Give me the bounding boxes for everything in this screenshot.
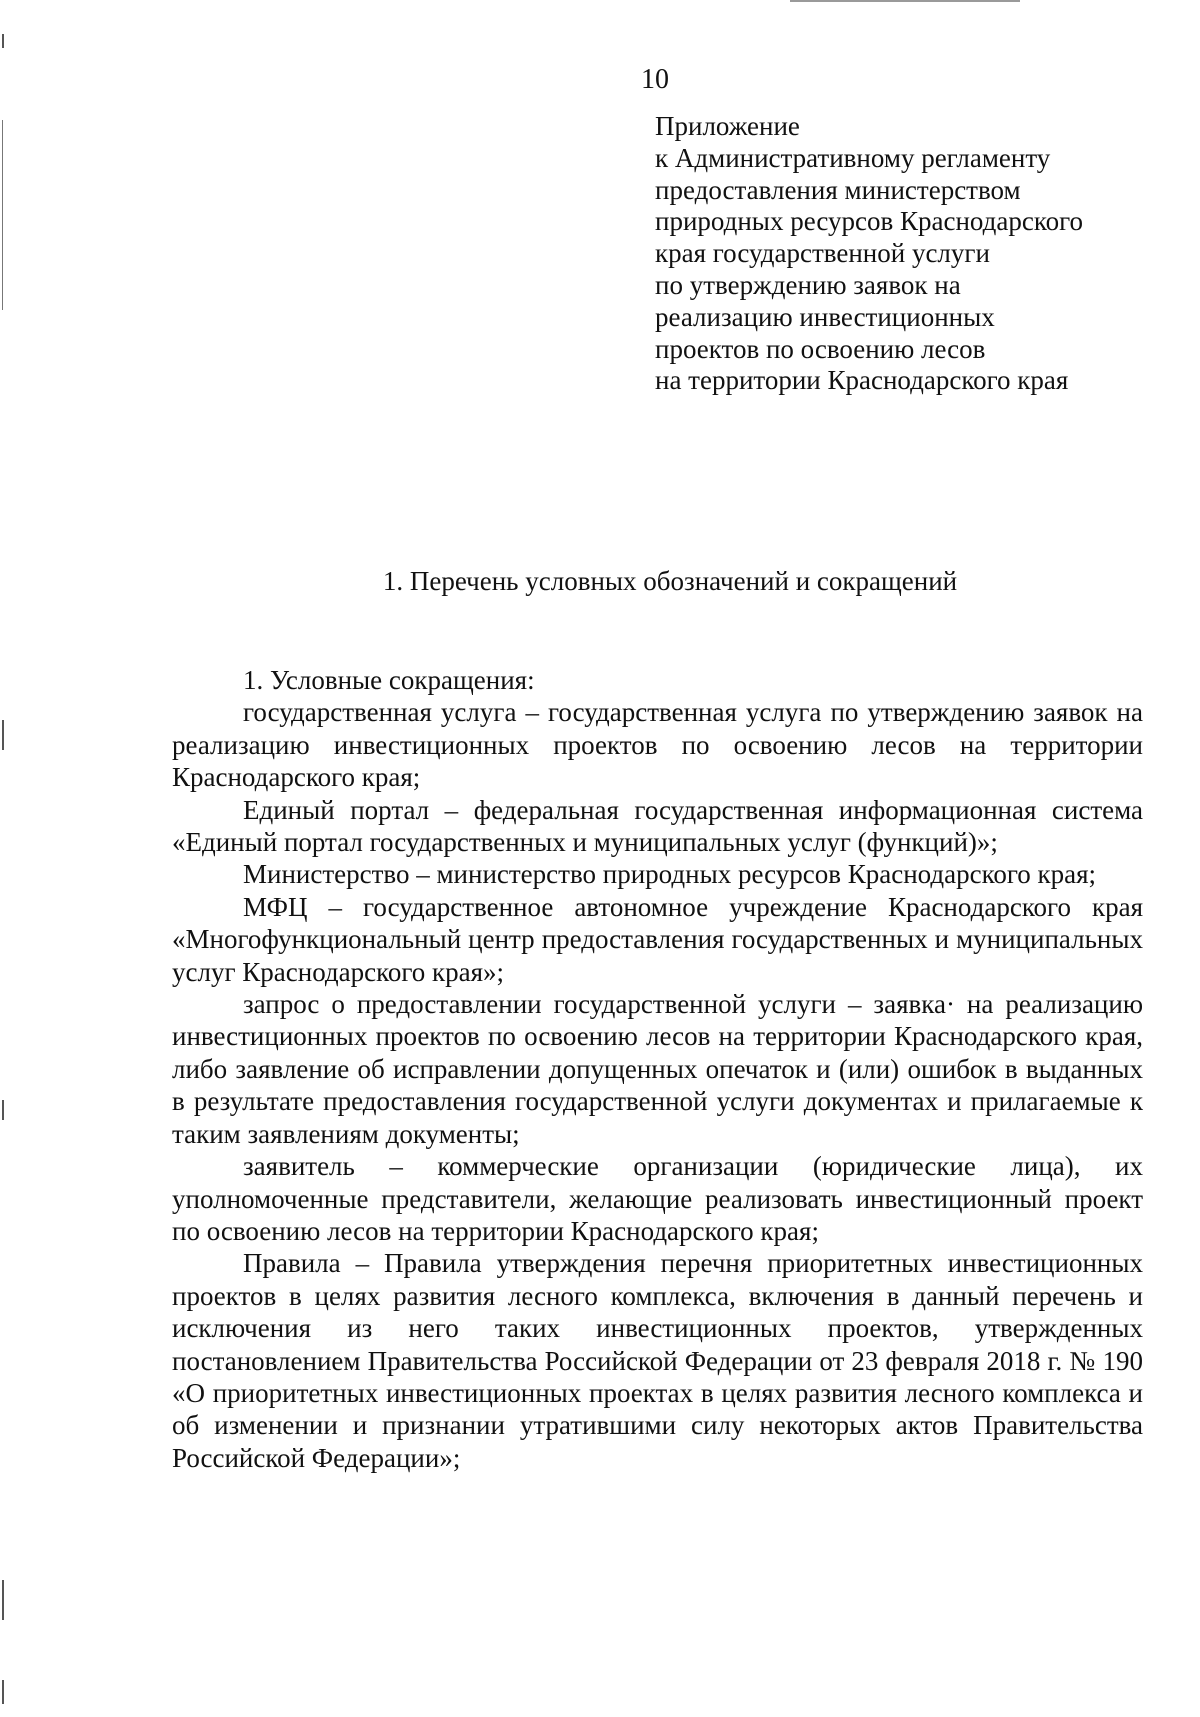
definition-paragraph: Правила – Правила утверждения перечня приоритетных инвестиционных проектов в целях развития лесного комплекса, включения в данный перечень и исключения из него таких инвестиционных проектов, утвержденных постановлением Правительства Российской Федерации от 23 февраля 2018 г. № 190 «О приоритетных инвестиционных проектах в целях развития лесного комплекса и об изменении и признании утратившими силу некоторых актов Правительства Российской Федерации»; <box>172 1248 1143 1473</box>
scan-artifact-edge-mark <box>2 34 4 48</box>
scan-artifact-edge-mark <box>2 1680 4 1704</box>
definition-paragraph: заявитель – коммерческие организации (юридические лица), их уполномоченные представители, желающие реализовать инвестиционный проект по освоению лесов на территории Краснодарского края; <box>172 1151 1143 1246</box>
annex-line: к Административному регламенту <box>655 142 1051 173</box>
annex-line: на территории Краснодарского края <box>655 365 1069 396</box>
scan-artifact-edge-mark <box>2 720 4 750</box>
annex-line: Приложение <box>655 111 800 141</box>
definition-paragraph: Единый портал – федеральная государственная информационная система «Единый портал государственных и муниципальных услуг (функций)»; <box>172 794 1143 858</box>
scan-artifact-edge-mark <box>2 1100 4 1120</box>
definition-paragraph: МФЦ – государственное автономное учреждение Краснодарского края «Многофункциональный центр предоставления государственных и муниципальных услуг Краснодарского края»; <box>172 891 1143 987</box>
annex-line: природных ресурсов Краснодарского <box>655 206 1083 237</box>
scan-artifact-edge-mark <box>2 1580 4 1620</box>
annex-line: реализацию инвестиционных <box>655 301 995 332</box>
page-number: 10 <box>641 64 669 95</box>
definition-paragraph: государственная услуга – государственная услуга по утверждению заявок на реализацию инвестиционных проектов по освоению лесов на территории Краснодарского края; <box>172 697 1143 793</box>
definition-paragraph: запрос о предоставлении государственной услуги – заявка· на реализацию инвестиционных проектов по освоению лесов на территории Краснодарского края, либо заявление об исправлении допущенных опечаток и (или) ошибок в выданных в результате предоставления государственной услуги документах и прилагаемые к таким заявлениям документы; <box>172 989 1143 1149</box>
section-heading-wrap <box>0 565 1200 597</box>
document-body <box>172 664 1143 1474</box>
annex-line: проектов по освоению лесов <box>655 333 986 364</box>
scan-artifact-top-rule <box>790 0 1020 2</box>
section-heading: 1. Перечень условных обозначений и сокращений <box>382 566 958 596</box>
definition-paragraph: Министерство – министерство природных ресурсов Краснодарского края; <box>243 859 1097 890</box>
annex-header <box>655 111 1155 397</box>
paragraph-subheading: 1. Условные сокращения: <box>243 665 535 695</box>
scan-artifact-edge-mark <box>2 120 3 310</box>
annex-line: края государственной услуги <box>655 238 990 269</box>
annex-line: по утверждению заявок на <box>655 269 961 300</box>
annex-line: предоставления министерством <box>655 174 1021 205</box>
